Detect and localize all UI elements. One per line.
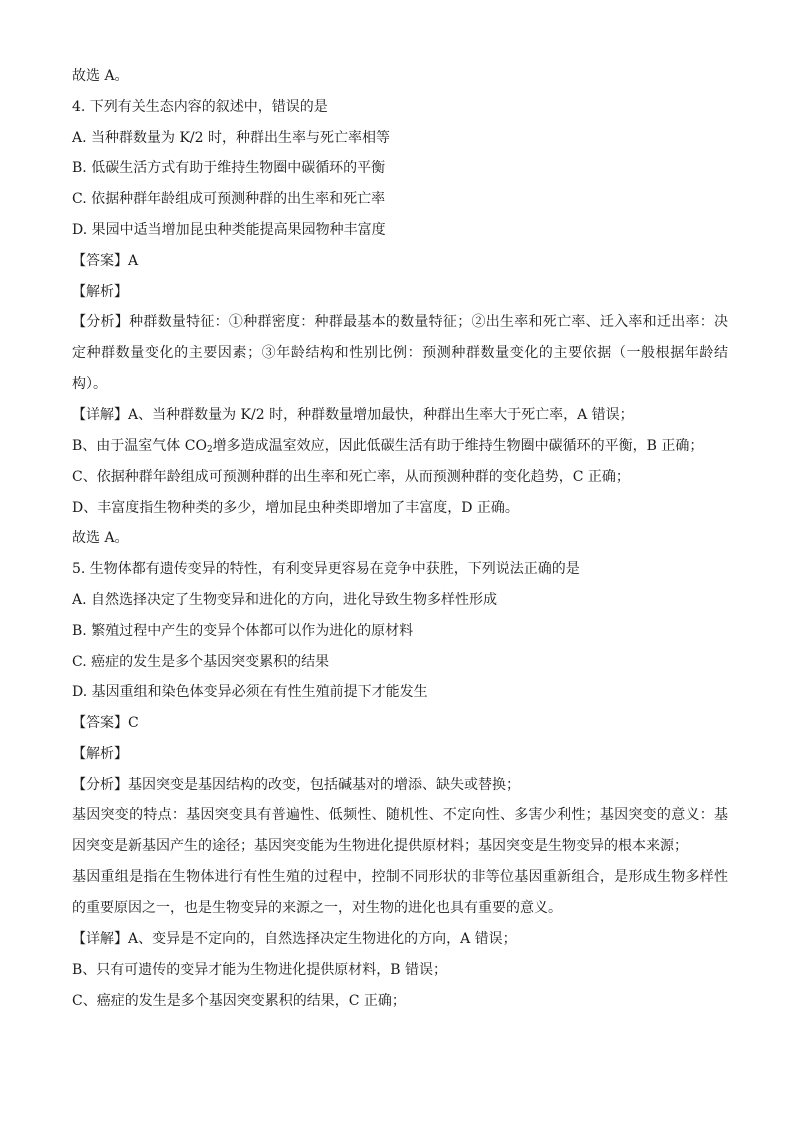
text-line: 故选 A。 <box>72 68 129 84</box>
question-4-detail-d: D、丰富度指生物种类的多少，增加昆虫种类即增加了丰富度，D 正确。 <box>72 499 519 516</box>
question-5-detail-c: C、癌症的发生是多个基因突变累积的结果，C 正确； <box>72 992 406 1009</box>
question-4-option-c: C. 依据种群年龄组成可预测种群的出生率和死亡率 <box>72 191 386 208</box>
detail-b-pre: B、由于温室气体 CO <box>72 437 207 454</box>
question-4-detail-b <box>72 436 728 456</box>
question-5-analysis-1: 【分析】基因突变是基因结构的改变，包括碱基对的增添、缺失或替换； <box>72 776 520 793</box>
question-4-detail-a: 【详解】A、当种群数量为 K/2 时，种群数量增加最快，种群出生率大于死亡率，A 错误； <box>72 407 634 424</box>
question-4-option-a: A. 当种群数量为 K/2 时，种群出生率与死亡率相等 <box>72 129 390 146</box>
question-5-analysis-heading: 【解析】 <box>72 745 128 762</box>
question-5-option-d: D. 基因重组和染色体变异必须在有性生殖前提下才能发生 <box>72 684 428 701</box>
question-4-conclusion: 故选 A。 <box>72 530 129 547</box>
question-5-detail-a: 【详解】A、变异是不定向的，自然选择决定生物进化的方向，A 错误； <box>72 931 517 948</box>
question-4-analysis: 【分析】种群数量特征：①种群密度：种群最基本的数量特征；②出生率和死亡率、迁入率和迁出率：决定种群数量变化的主要因素；③年龄结构和性别比例：预测种群数量变化的主要依据（一般根据年龄结构）。 <box>72 313 728 392</box>
question-4-stem: 4. 下列有关生态内容的叙述中，错误的是 <box>72 98 328 115</box>
co2-subscript: 2 <box>206 444 213 455</box>
question-4-option-d: D. 果园中适当增加昆虫种类能提高果园物种丰富度 <box>72 221 386 238</box>
document-content <box>72 66 728 1022</box>
question-5-analysis-2: 基因突变的特点：基因突变具有普遍性、低频性、随机性、不定向性、多害少利性；基因突变的意义：基因突变是新基因产生的途径；基因突变能为生物进化提供原材料；基因突变是生物变异的根本来源； <box>72 807 728 855</box>
detail-b-post: 增多造成温室效应，因此低碳生活有助于维持生物圈中碳循环的平衡，B 正确； <box>212 437 704 454</box>
question-4-detail-c: C、依据种群年龄组成可预测种群的出生率和死亡率，从而预测种群的变化趋势，C 正确； <box>72 468 630 485</box>
question-5-option-b: B. 繁殖过程中产生的变异个体都可以作为进化的原材料 <box>72 622 414 639</box>
question-5-analysis-3: 基因重组是指在生物体进行有性生殖的过程中，控制不同形状的非等位基因重新组合，是形成生物多样性的重要原因之一，也是生物变异的来源之一，对生物的进化也具有重要的意义。 <box>72 868 728 916</box>
question-5-detail-b: B、只有可遗传的变异才能为生物进化提供原材料，B 错误； <box>72 961 448 978</box>
question-4-analysis-heading: 【解析】 <box>72 283 128 300</box>
question-5-stem: 5. 生物体都有遗传变异的特性，有利变异更容易在竞争中获胜，下列说法正确的是 <box>72 561 580 578</box>
question-5-option-c: C. 癌症的发生是多个基因突变累积的结果 <box>72 653 330 670</box>
question-5-answer: 【答案】C <box>72 715 139 732</box>
question-5-option-a: A. 自然选择决定了生物变异和进化的方向，进化导致生物多样性形成 <box>72 591 498 608</box>
question-4-option-b: B. 低碳生活方式有助于维持生物圈中碳循环的平衡 <box>72 160 386 177</box>
question-4-answer: 【答案】A <box>72 252 139 269</box>
